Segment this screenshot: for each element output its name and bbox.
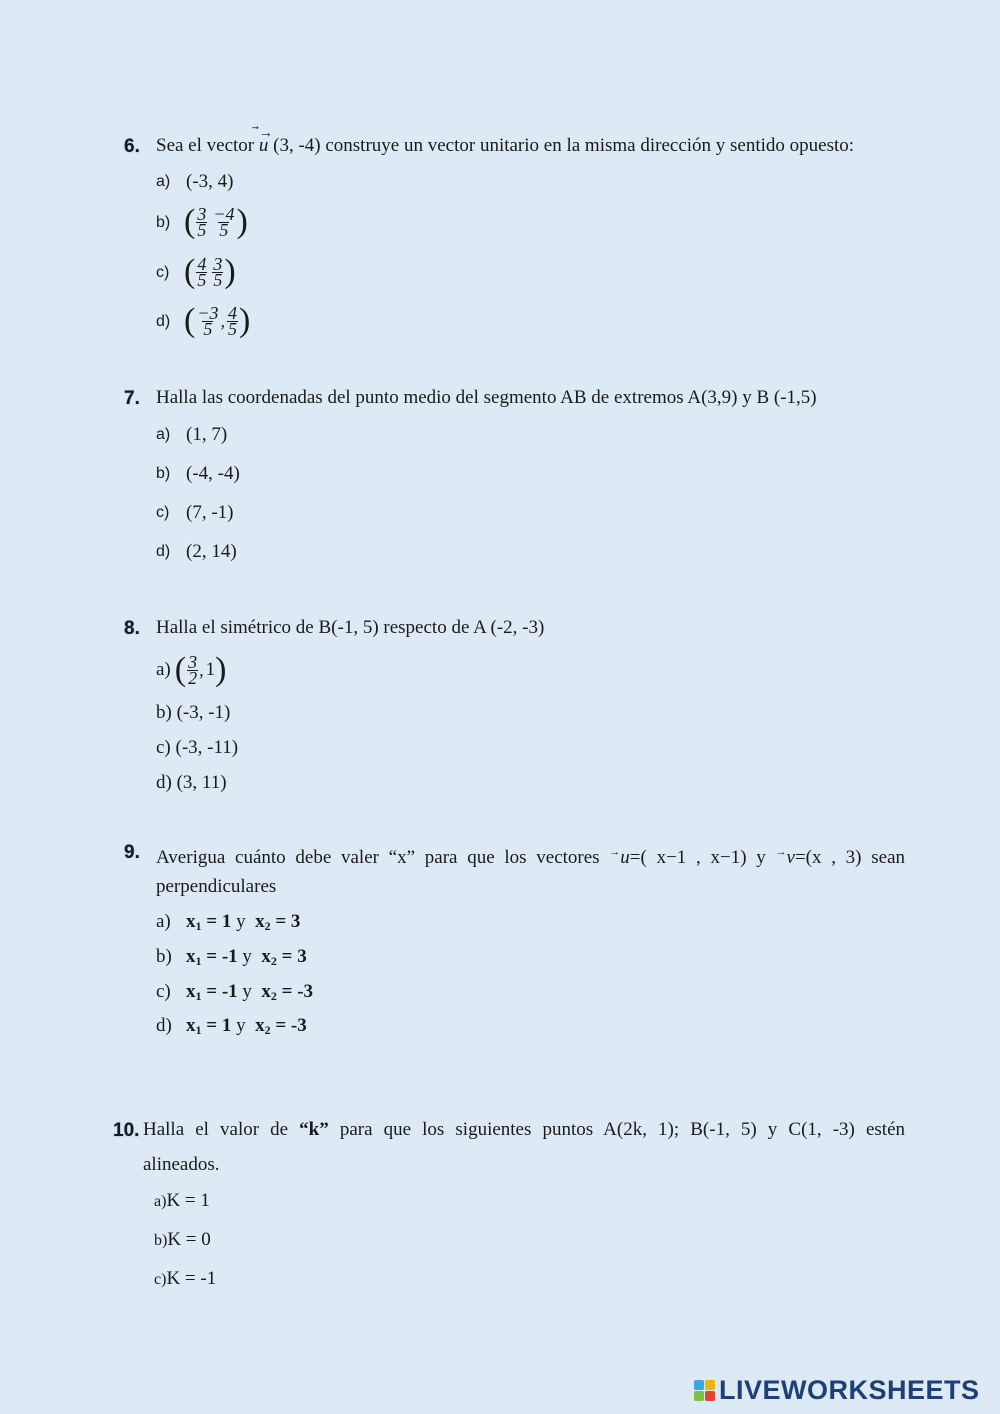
question-text-line1: Averigua cuánto debe valer “x” para que los vectores →u=( x−1 , x−1) y →v=(x , 3) sean	[156, 846, 906, 868]
option-text: (1, 7)	[186, 424, 228, 445]
question-text-post: (3, -4) construye un vector unitario en la misma dirección y sentido opuesto:	[273, 135, 855, 156]
question-text-pre: Sea el vector	[156, 135, 255, 156]
option-text: c)K = -1	[154, 1268, 217, 1289]
option-label: d)	[156, 1015, 172, 1036]
vector-u: ⃗→ u	[259, 134, 269, 158]
option-text: (7, -1)	[186, 502, 234, 523]
option-label: b)	[156, 946, 172, 967]
option-label: a)	[156, 426, 171, 443]
vector-arrow-icon: ⃗→	[258, 126, 273, 141]
question-text-line2: alineados.	[143, 1154, 220, 1175]
question-text-line1: Halla el valor de “k” para que los siguientes puntos A(2k, 1); B(-1, 5) y C(1, -3) estén	[143, 1119, 906, 1140]
option-text: $x_1 = 1$ y $x_2 = 3$	[186, 911, 301, 933]
option-fraction: ( $\frac{3}{5}$ $\frac{-4}{5}$ )	[184, 203, 248, 240]
option-label: b)	[156, 465, 171, 482]
option-text: b) (-3, -1)	[156, 702, 231, 723]
liveworksheets-logo-icon	[694, 1380, 715, 1401]
question-number: 10.	[113, 1120, 140, 1141]
question-number: 9.	[124, 842, 140, 863]
option-fraction: a) ( $\frac{3}{2}$ , 1 )	[156, 651, 227, 688]
vector-arrow-icon: →	[775, 846, 787, 858]
option-label: d)	[156, 313, 171, 330]
vector-arrow-icon: →	[609, 846, 621, 858]
option-label: c)	[156, 981, 171, 1002]
option-text: a)K = 1	[154, 1190, 210, 1211]
liveworksheets-logo	[694, 1376, 980, 1404]
question-number: 6.	[124, 136, 140, 157]
question-text: Halla las coordenadas del punto medio del segmento AB de extremos A(3,9) y B (-1,5)	[156, 387, 817, 408]
brand-name: LIVEWORKSHEETS	[719, 1374, 980, 1405]
option-label: a)	[156, 173, 171, 190]
option-fraction: ( $\frac{-3}{5}$ , $\frac{4}{5}$ )	[184, 302, 251, 339]
question-number: 8.	[124, 618, 140, 639]
option-text: (-4, -4)	[186, 463, 240, 484]
question-text: Halla el simétrico de B(-1, 5) respecto de A (-2, -3)	[156, 617, 545, 638]
option-label: d)	[156, 543, 171, 560]
option-label: c)	[156, 504, 170, 521]
option-text: $x_1 = -1$ y $x_2 = -3$	[186, 981, 314, 1003]
option-text: (-3, 4)	[186, 171, 234, 192]
option-text: c) (-3, -11)	[156, 737, 239, 758]
option-text: (2, 14)	[186, 541, 237, 562]
option-fraction: ( $\frac{4}{5}$ $\frac{3}{5}$ )	[184, 253, 236, 290]
option-label: a)	[156, 911, 171, 932]
option-text: $x_1 = 1$ y $x_2 = -3$	[186, 1015, 307, 1037]
question-text	[156, 126, 855, 158]
question-text-line2: perpendiculares	[156, 876, 277, 897]
option-text: b)K = 0	[154, 1229, 211, 1250]
option-label: c)	[156, 264, 170, 281]
option-text: d) (3, 11)	[156, 772, 227, 793]
option-label: b)	[156, 214, 171, 231]
question-number: 7.	[124, 388, 140, 409]
option-text: $x_1 = -1$ y $x_2 = 3$	[186, 946, 307, 968]
